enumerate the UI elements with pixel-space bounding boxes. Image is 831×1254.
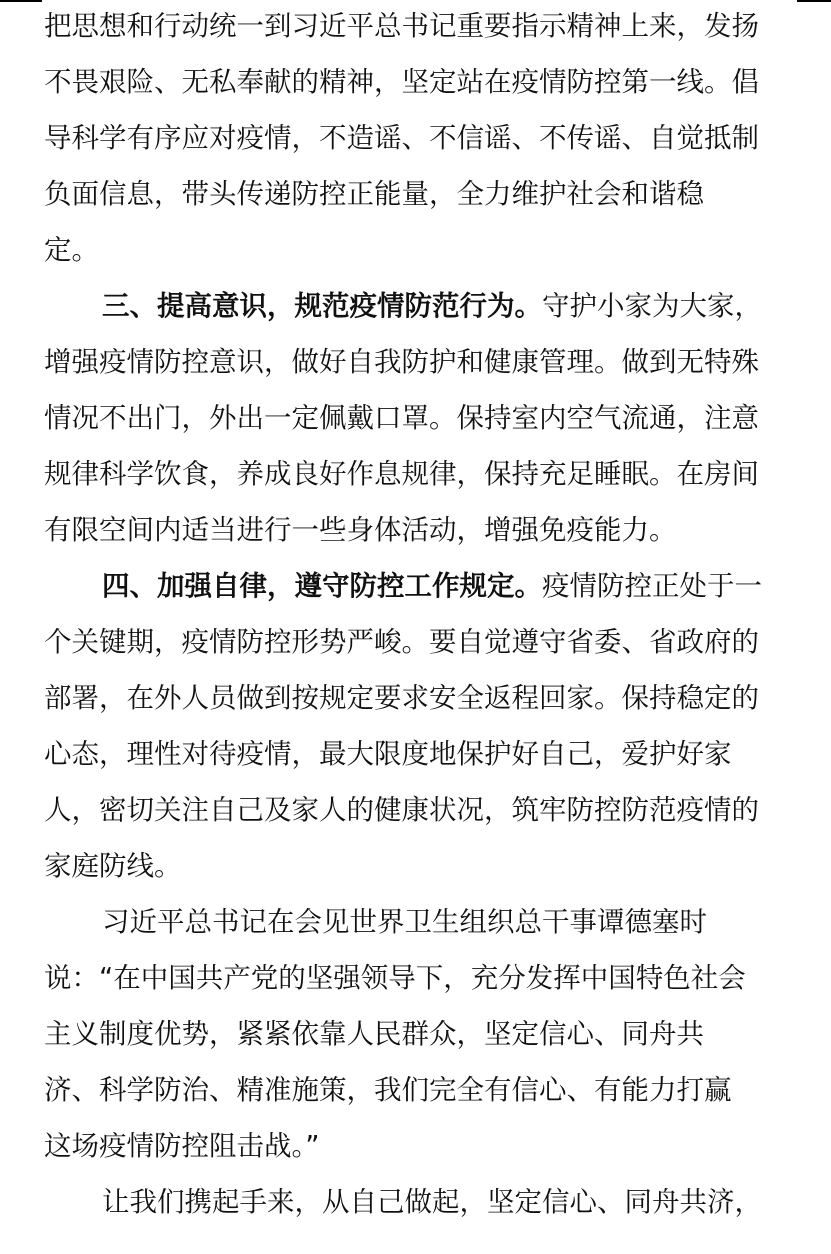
text-line: 有限空间内适当进行一些身体活动，增强免疫能力。 — [44, 514, 677, 546]
text-line: 情况不出门，外出一定佩戴口罩。保持室内空气流通，注意 — [44, 402, 759, 434]
paragraph-first-line: 让我们携起手来，从自己做起，坚定信心、同舟共济， — [102, 1186, 762, 1218]
text-line: 部署，在外人员做到按规定要求安全返程回家。保持稳定的 — [44, 682, 759, 714]
text-line: 这场疫情防控阻击战。” — [44, 1130, 320, 1162]
text-line: 人，密切关注自己及家人的健康状况，筑牢防控防范疫情的 — [44, 794, 759, 826]
section-heading: 四、加强自律，遵守防控工作规定。 — [102, 570, 542, 602]
text-line: 家庭防线。 — [44, 850, 182, 882]
text-line: 负面信息，带头传递防控正能量，全力维护社会和谐稳 — [44, 178, 704, 210]
section-heading: 三、提高意识，规范疫情防范行为。 — [102, 290, 542, 322]
text-line: 心态，理性对待疫情，最大限度地保护好自己，爱护好家 — [44, 738, 732, 770]
paragraph-first-line: 习近平总书记在会见世界卫生组织总干事谭德塞时 — [102, 906, 707, 938]
text-line: 不畏艰险、无私奉献的精神，坚定站在疫情防控第一线。倡 — [44, 66, 759, 98]
document-body — [44, 0, 804, 1230]
text-line: 规律科学饮食，养成良好作息规律，保持充足睡眠。在房间 — [44, 458, 759, 490]
text-line: 把思想和行动统一到习近平总书记重要指示精神上来，发扬 — [44, 10, 759, 42]
section-first-line — [44, 558, 804, 614]
text-line: 导科学有序应对疫情，不造谣、不信谣、不传谣、自觉抵制 — [44, 122, 759, 154]
text-line: 定。 — [44, 234, 99, 266]
text-line: 增强疫情防控意识，做好自我防护和健康管理。做到无特殊 — [44, 346, 759, 378]
text-line: 主义制度优势，紧紧依靠人民群众，坚定信心、同舟共 — [44, 1018, 704, 1050]
section-first-line — [44, 278, 804, 334]
section-text: 疫情防控正处于一 — [542, 570, 762, 602]
text-line: 个关键期，疫情防控形势严峻。要自觉遵守省委、省政府的 — [44, 626, 759, 658]
page-corner-mark-left — [0, 0, 42, 2]
text-line: 说：“在中国共产党的坚强领导下，充分发挥中国特色社会 — [44, 962, 746, 994]
section-text: 守护小家为大家， — [542, 290, 762, 322]
text-line: 济、科学防治、精准施策，我们完全有信心、有能力打赢 — [44, 1074, 732, 1106]
